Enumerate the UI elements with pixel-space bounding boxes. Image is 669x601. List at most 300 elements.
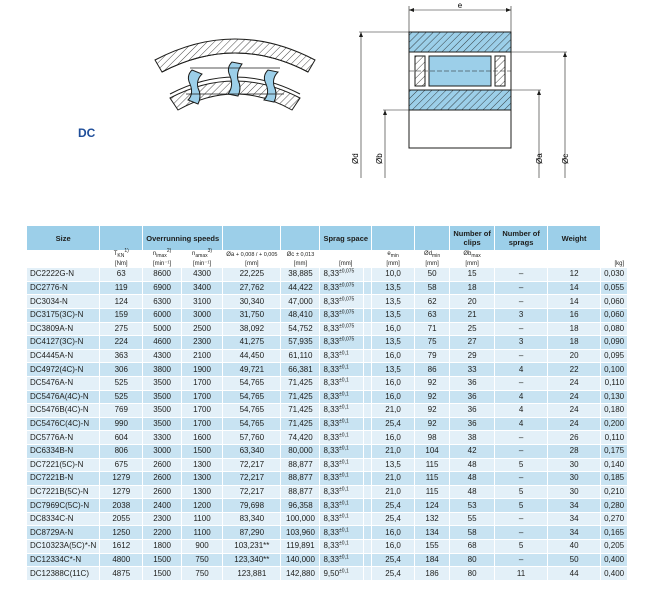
ni-cell: 4600 [143,336,182,350]
weight-cell: 0,080 [601,322,628,336]
t-cell: 275 [100,322,143,336]
sprags-cell: 44 [548,567,601,581]
sprags-cell: 24 [548,417,601,431]
sprags-header: Number of sprags [495,226,548,251]
sprags-cell: 24 [548,390,601,404]
sprag-value: 8,33 [323,554,340,564]
na-cell: 1100 [181,526,222,540]
e-cell: 25,4 [372,553,415,567]
sprags-cell: 18 [548,322,601,336]
size-cell: DC3809A-N [27,322,100,336]
oc-cell: 38,885 [281,268,320,282]
clips-cell: – [495,376,548,390]
ni-cell: 6300 [143,295,182,309]
oc-cell: 96,358 [281,499,320,513]
sprag-tolerance: ±0,1 [339,472,349,479]
sprag-tolerance: ±0,075 [339,323,355,330]
sprags-cell: 16 [548,308,601,322]
sprag-cell [320,458,364,472]
ni-cell: 4300 [143,349,182,363]
sprag-tolerance: ±0,1 [339,513,349,520]
d-cell: 75 [415,336,450,350]
size-cell: DC5776A-N [27,431,100,445]
sprag-value: 8,33 [323,419,340,429]
d-cell: 58 [415,281,450,295]
ni-cell: 5000 [143,322,182,336]
e-header: $e_{min}$ [372,251,415,260]
oc-cell: 71,425 [281,390,320,404]
d-cell: 92 [415,404,450,418]
b-cell: 36 [450,376,495,390]
na-cell: 4300 [181,268,222,282]
sprag-value: 8,33 [323,283,340,293]
b-cell: 48 [450,458,495,472]
table-row [27,512,628,526]
sprag-cell [320,472,364,486]
ni-cell: 3800 [143,363,182,377]
clips-header: Number of clips [450,226,495,251]
clips-cell: 5 [495,540,548,554]
clips-cell: 4 [495,404,548,418]
t-cell: 604 [100,431,143,445]
e-cell: 25,4 [372,499,415,513]
sprags-cell: 28 [548,444,601,458]
sprag-tolerance: ±0,1 [339,445,349,452]
ni-cell: 2300 [143,512,182,526]
d-cell: 115 [415,485,450,499]
na-cell: 1700 [181,404,222,418]
oa-cell: 31,750 [223,308,281,322]
ni-cell: 1800 [143,540,182,554]
sprag-cell [320,308,364,322]
group-header-row [27,226,628,251]
oa-cell: 72,217 [223,485,281,499]
b-cell: 36 [450,404,495,418]
weight-cell: 0,060 [601,295,628,309]
t-cell: 1612 [100,540,143,554]
dim-a-label: Øa [535,153,544,164]
weight-cell: 0,090 [601,336,628,350]
unit-row: [Nm] [min⁻¹] [min⁻¹] [mm] [mm] [mm] [mm] [mm] [mm] [kg] [27,260,628,268]
clips-cell: – [495,281,548,295]
ni-cell: 3500 [143,404,182,418]
sprag-cell [320,390,364,404]
e-cell: 21,0 [372,485,415,499]
weight-cell: 0,185 [601,472,628,486]
sprags-cell: 18 [548,336,601,350]
b-cell: 38 [450,431,495,445]
weight-cell: 0,175 [601,444,628,458]
oa-header: Øa + 0,008 / + 0,005 [223,251,281,260]
t-cell: 2055 [100,512,143,526]
b-cell: 58 [450,526,495,540]
e-cell: 10,0 [372,268,415,282]
table-row [27,376,628,390]
e-cell: 21,0 [372,472,415,486]
oa-cell: 30,340 [223,295,281,309]
sprag-cell [320,526,364,540]
weight-cell: 0,055 [601,281,628,295]
d-cell: 86 [415,363,450,377]
size-cell: DC4972(4C)-N [27,363,100,377]
weight-cell: 0,400 [601,567,628,581]
sprag-section-drawing [150,28,320,128]
oc-cell: 80,000 [281,444,320,458]
b-cell: 27 [450,336,495,350]
t-cell: 306 [100,363,143,377]
weight-cell: 0,270 [601,512,628,526]
oc-cell: 44,422 [281,281,320,295]
oc-cell: 66,381 [281,363,320,377]
b-cell: 18 [450,281,495,295]
sprag-tolerance: ±0,1 [339,377,349,384]
sprag-cell [320,485,364,499]
na-cell: 2500 [181,322,222,336]
weight-cell: 0,400 [601,553,628,567]
oc-cell: 140,000 [281,553,320,567]
b-cell: 48 [450,472,495,486]
e-cell: 13,5 [372,363,415,377]
table-row [27,567,628,581]
size-cell: DC2222G-N [27,268,100,282]
table-row [27,281,628,295]
e-cell: 13,5 [372,295,415,309]
oc-cell: 48,410 [281,308,320,322]
na-cell: 900 [181,540,222,554]
d-cell: 134 [415,526,450,540]
sprag-value: 8,33 [323,337,340,347]
table-row [27,540,628,554]
d-cell: 115 [415,472,450,486]
na-cell: 1500 [181,444,222,458]
table-row [27,308,628,322]
oc-cell: 88,877 [281,472,320,486]
sprag-cell [320,376,364,390]
e-cell: 13,5 [372,308,415,322]
sprag-tolerance: ±0,075 [339,336,355,343]
weight-cell: 0,205 [601,540,628,554]
b-cell: 20 [450,295,495,309]
b-cell: 36 [450,417,495,431]
e-cell: 16,0 [372,376,415,390]
t-cell: 63 [100,268,143,282]
sprag-value: 8,33 [323,351,340,361]
sprag-value: 8,33 [323,323,340,333]
na-cell: 750 [181,553,222,567]
oa-cell: 63,340 [223,444,281,458]
table-row [27,268,628,282]
b-cell: 25 [450,322,495,336]
b-cell: 55 [450,512,495,526]
sprag-tolerance: ±0,1 [339,418,349,425]
oc-cell: 61,110 [281,349,320,363]
size-cell: DC3175(3C)-N [27,308,100,322]
d-cell: 92 [415,417,450,431]
sprag-value: 8,33 [323,269,340,279]
sprag-value: 8,33 [323,378,340,388]
t-cell: 1279 [100,485,143,499]
t-cell: 4875 [100,567,143,581]
size-cell: DC5476A-N [27,376,100,390]
b-cell: 80 [450,553,495,567]
t-cell: 525 [100,390,143,404]
clips-cell: 4 [495,390,548,404]
clips-cell: 3 [495,336,548,350]
na-cell: 1100 [181,512,222,526]
clips-cell: 5 [495,499,548,513]
d-cell: 184 [415,553,450,567]
ni-cell: 2600 [143,472,182,486]
e-cell: 16,0 [372,390,415,404]
size-cell: DC3034-N [27,295,100,309]
dim-d-label: Ød [351,153,360,164]
oa-cell: 54,765 [223,404,281,418]
d-cell: 104 [415,444,450,458]
ni-cell: 1500 [143,553,182,567]
sprag-cell [320,540,364,554]
clips-cell: 3 [495,308,548,322]
table-row [27,431,628,445]
na-cell: 1300 [181,485,222,499]
oa-cell: 38,092 [223,322,281,336]
sprag-space-header: Sprag space [320,226,372,251]
t-cell: 4800 [100,553,143,567]
dim-c-label: Øc [561,153,570,164]
weight-cell: 0,210 [601,485,628,499]
size-cell: DC10323A(5C)*-N [27,540,100,554]
table-row [27,363,628,377]
t-cell: 119 [100,281,143,295]
t-cell: 675 [100,458,143,472]
sprag-value: 9,50 [323,568,340,578]
ni-cell: 8600 [143,268,182,282]
oc-cell: 71,425 [281,376,320,390]
d-cell: 115 [415,458,450,472]
size-cell: DC7969C(5C)-N [27,499,100,513]
d-cell: 71 [415,322,450,336]
na-cell: 3000 [181,308,222,322]
table-row [27,295,628,309]
d-cell: 79 [415,349,450,363]
oc-cell: 71,425 [281,417,320,431]
sprags-cell: 34 [548,526,601,540]
sprag-value: 8,33 [323,486,340,496]
ni-cell: 2600 [143,485,182,499]
oc-header: Øc ± 0,013 [281,251,320,260]
d-cell: 92 [415,390,450,404]
size-cell: DC2776-N [27,281,100,295]
e-cell: 13,5 [372,458,415,472]
clips-cell: 11 [495,567,548,581]
sprag-value: 8,33 [323,364,340,374]
oa-cell: 72,217 [223,458,281,472]
table-row [27,458,628,472]
t-cell: 363 [100,349,143,363]
weight-cell: 0,140 [601,458,628,472]
weight-cell: 0,280 [601,499,628,513]
oa-cell: 54,765 [223,390,281,404]
sprag-cell [320,363,364,377]
sprag-value: 8,33 [323,541,340,551]
sprag-cell [320,417,364,431]
sprag-cell [320,336,364,350]
t-cell: 1279 [100,472,143,486]
ni-cell: 3300 [143,431,182,445]
ni-cell: 3500 [143,376,182,390]
e-cell: 16,0 [372,540,415,554]
sprag-cell [320,268,364,282]
t-cell: 525 [100,376,143,390]
clips-cell: – [495,553,548,567]
sprag-tolerance: ±0,075 [339,282,355,289]
d-cell: 98 [415,431,450,445]
oc-cell: 88,877 [281,485,320,499]
trn-header: $T_{KN}^{1)}$ [100,251,143,260]
oc-cell: 71,425 [281,404,320,418]
sprag-tolerance: ±0,1 [339,554,349,561]
oa-cell: 103,231** [223,540,281,554]
sprag-cell [320,553,364,567]
clips-cell: – [495,512,548,526]
e-cell: 21,0 [372,404,415,418]
size-cell: DC7221(5C)-N [27,458,100,472]
size-cell: DC6334B-N [27,444,100,458]
na-cell: 3100 [181,295,222,309]
sprag-value: 8,33 [323,514,340,524]
weight-cell: 0,165 [601,526,628,540]
d-cell: 92 [415,376,450,390]
oc-cell: 103,960 [281,526,320,540]
oa-cell: 54,765 [223,417,281,431]
b-cell: 80 [450,567,495,581]
section-label: DC [78,126,96,140]
sprag-tolerance: ±0,075 [339,309,355,316]
d-cell: 63 [415,308,450,322]
sprag-tolerance: ±0,1 [339,499,349,506]
na-cell: 2100 [181,349,222,363]
d-cell: 62 [415,295,450,309]
weight-cell: 0,180 [601,404,628,418]
sprag-cell [320,404,364,418]
weight-cell: 0,030 [601,268,628,282]
oa-cell: 83,340 [223,512,281,526]
e-cell: 16,0 [372,526,415,540]
b-cell: 48 [450,485,495,499]
oa-cell: 22,225 [223,268,281,282]
t-cell: 769 [100,404,143,418]
ob-header: $Øb_{max}$ [450,251,495,260]
t-cell: 124 [100,295,143,309]
clips-cell: – [495,268,548,282]
size-cell: DC12334C*-N [27,553,100,567]
table-row [27,404,628,418]
spec-table [26,225,628,581]
table-row [27,336,628,350]
sprag-cell [320,295,364,309]
b-cell: 42 [450,444,495,458]
nmax-a-header: $n_{amax}^{3)}$ [181,251,222,260]
size-cell: DC7221B(5C)-N [27,485,100,499]
oa-cell: 41,275 [223,336,281,350]
clips-cell: 5 [495,485,548,499]
table-row [27,485,628,499]
sprag-value: 8,33 [323,500,340,510]
clips-cell: 4 [495,417,548,431]
sprag-value: 8,33 [323,391,340,401]
weight-cell: 0,060 [601,308,628,322]
sprag-value: 8,33 [323,473,340,483]
sprag-tolerance: ±0,1 [339,404,349,411]
sprag-cell [320,567,364,581]
cross-section-drawing [345,0,575,185]
sprags-cell: 20 [548,349,601,363]
sprags-cell: 14 [548,281,601,295]
clips-cell: – [495,472,548,486]
od-header: $Ød_{min}$ [415,251,450,260]
oa-cell: 87,290 [223,526,281,540]
e-cell: 25,4 [372,567,415,581]
dim-b-label: Øb [375,153,384,164]
sprag-tolerance: ±0,1 [339,350,349,357]
t-cell: 1250 [100,526,143,540]
na-cell: 1300 [181,472,222,486]
na-cell: 1200 [181,499,222,513]
sprags-cell: 22 [548,363,601,377]
sprag-value: 8,33 [323,296,340,306]
oa-cell: 57,760 [223,431,281,445]
weight-cell: 0,130 [601,390,628,404]
sprag-value: 8,33 [323,310,340,320]
sprag-value: 8,33 [323,446,340,456]
oc-cell: 54,752 [281,322,320,336]
e-cell: 16,0 [372,431,415,445]
ni-cell: 3500 [143,417,182,431]
oa-cell: 27,762 [223,281,281,295]
sprags-cell: 24 [548,376,601,390]
oc-cell: 57,935 [281,336,320,350]
sprag-tolerance: ±0,075 [339,296,355,303]
b-cell: 36 [450,390,495,404]
size-cell: DC5476A(4C)-N [27,390,100,404]
weight-cell: 0,200 [601,417,628,431]
b-cell: 29 [450,349,495,363]
na-cell: 2300 [181,336,222,350]
t-cell: 990 [100,417,143,431]
ni-cell: 2200 [143,526,182,540]
sprag-tolerance: ±0,1 [339,363,349,370]
b-cell: 68 [450,540,495,554]
size-cell: DC12388C(11C) [27,567,100,581]
size-cell: DC4445A-N [27,349,100,363]
sprag-value: 8,33 [323,459,340,469]
oc-cell: 47,000 [281,295,320,309]
table-row [27,349,628,363]
na-cell: 1900 [181,363,222,377]
na-cell: 1300 [181,458,222,472]
t-cell: 2038 [100,499,143,513]
e-cell: 25,4 [372,512,415,526]
clips-cell: 5 [495,458,548,472]
sprags-cell: 12 [548,268,601,282]
weight-cell: 0,100 [601,363,628,377]
size-header: Size [27,226,100,251]
sprags-cell: 26 [548,431,601,445]
e-cell: 21,0 [372,444,415,458]
oa-cell: 54,765 [223,376,281,390]
clips-cell: – [495,295,548,309]
b-cell: 21 [450,308,495,322]
d-cell: 132 [415,512,450,526]
